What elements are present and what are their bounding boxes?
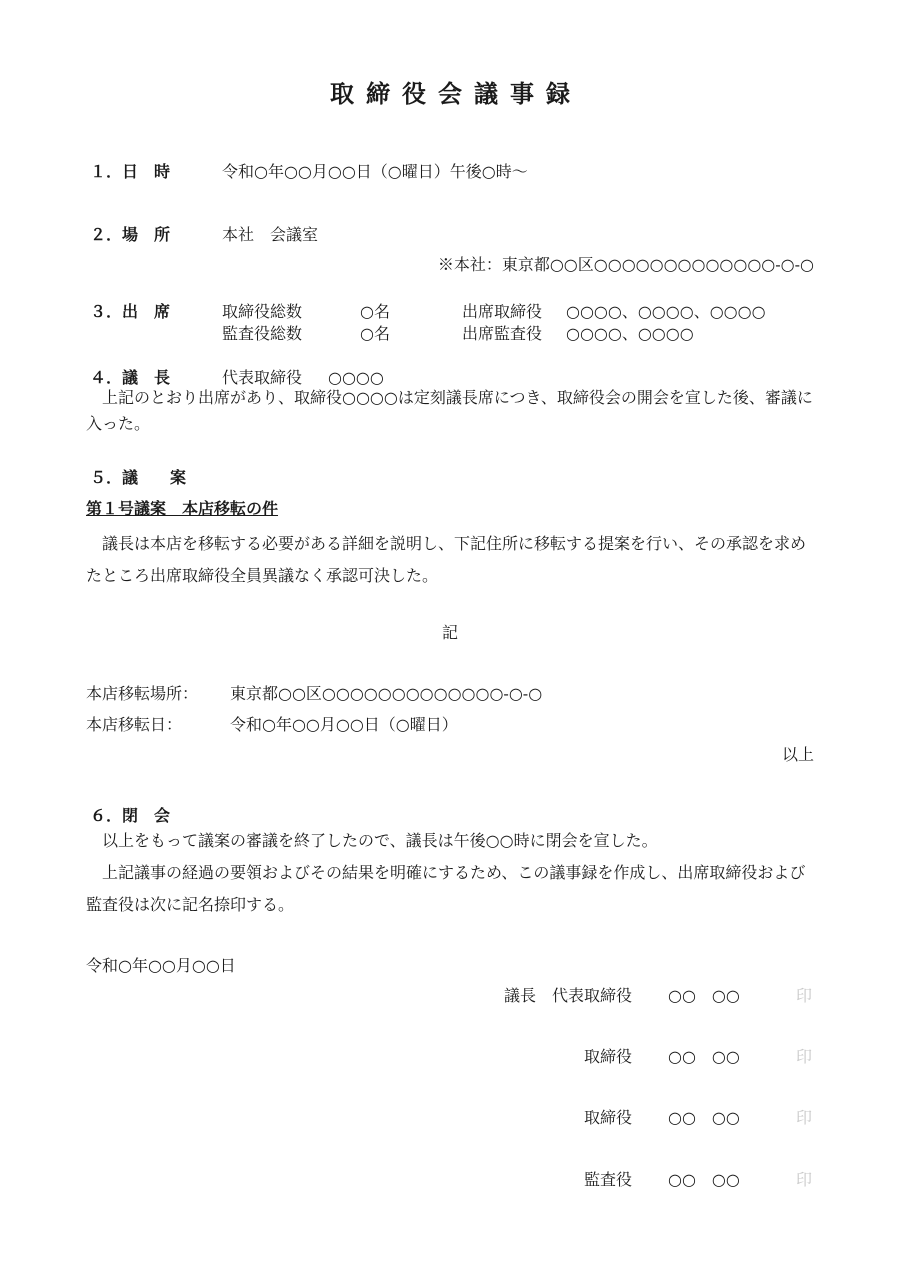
chair-role: 代表取締役 [222,368,303,387]
section-place-label: ２．場 所 [90,225,171,244]
signature-role: 取締役 [583,1047,632,1066]
section-chair-label: ４．議 長 [90,368,171,387]
closing-paragraph-1: 以上をもって議案の審議を終了したので、議長は午後○○時に閉会を宣した。 [102,831,658,850]
relocation-place-label: 本店移転場所： [86,684,199,703]
section-agenda-label: ５．議 案 [90,468,187,487]
seal-mark: 印 [796,1108,813,1127]
agenda-item-paragraph: 議長は本店を移転する必要がある詳細を説明し、下記住所に移転する提案を行い、その承認を求めたところ出席取締役全員異議なく承認可決した。 [86,534,807,585]
closing-paragraph-2: 上記議事の経過の要領およびその結果を明確にするため、この議事録を作成し、出席取締役および監査役は次に記名捺印する。 [86,863,806,914]
relocation-date-label: 本店移転日： [86,715,183,734]
chair-name: ○○○○ [328,368,384,387]
section-attendance-label: ３．出 席 [90,302,171,321]
signature-role: 取締役 [583,1108,632,1127]
signature-name: ○○ ○○ [668,1170,740,1189]
attendance-auditors-present-names: ○○○○、○○○○ [566,324,694,343]
attendance-directors-total-label: 取締役総数 [222,302,303,321]
signature-role: 監査役 [583,1170,632,1189]
signature-name: ○○ ○○ [668,1108,740,1127]
seal-mark: 印 [796,1047,813,1066]
section-closing-label: ６．閉 会 [90,806,171,825]
attendance-directors-total-value: ○名 [360,302,390,321]
document-title: 取締役会議事録 [330,79,582,108]
attendance-directors-present-names: ○○○○、○○○○、○○○○ [566,302,766,321]
seal-mark: 印 [796,986,813,1005]
relocation-place-value: 東京都○○区○○○○○○○○○○○○○-○-○ [230,684,543,703]
attendance-auditors-present-label: 出席監査役 [462,324,543,343]
signature-role: 議長 代表取締役 [503,986,632,1005]
signature-name: ○○ ○○ [668,1047,740,1066]
section-datetime-value: 令和○年○○月○○日（○曜日）午後○時～ [222,162,528,181]
document-date: 令和○年○○月○○日 [86,956,236,975]
attendance-auditors-total-value: ○名 [360,324,390,343]
section-place-value: 本社 会議室 [222,225,319,244]
agenda-item-title: 第１号議案 本店移転の件 [86,499,279,518]
attendance-auditors-total-label: 監査役総数 [222,324,303,343]
relocation-date-value: 令和○年○○月○○日（○曜日） [230,715,458,734]
ki-heading: 記 [441,623,458,642]
section-datetime-label: １．日 時 [90,162,171,181]
chair-paragraph: 上記のとおり出席があり、取締役○○○○は定刻議長席につき、取締役会の開会を宣した後、審議に入った。 [86,388,813,433]
ijou-closing-mark: 以上 [781,745,814,764]
attendance-directors-present-label: 出席取締役 [462,302,543,321]
signature-name: ○○ ○○ [668,986,740,1005]
section-place-note: ※本社：東京都○○区○○○○○○○○○○○○○-○-○ [437,255,814,274]
seal-mark: 印 [796,1170,813,1189]
